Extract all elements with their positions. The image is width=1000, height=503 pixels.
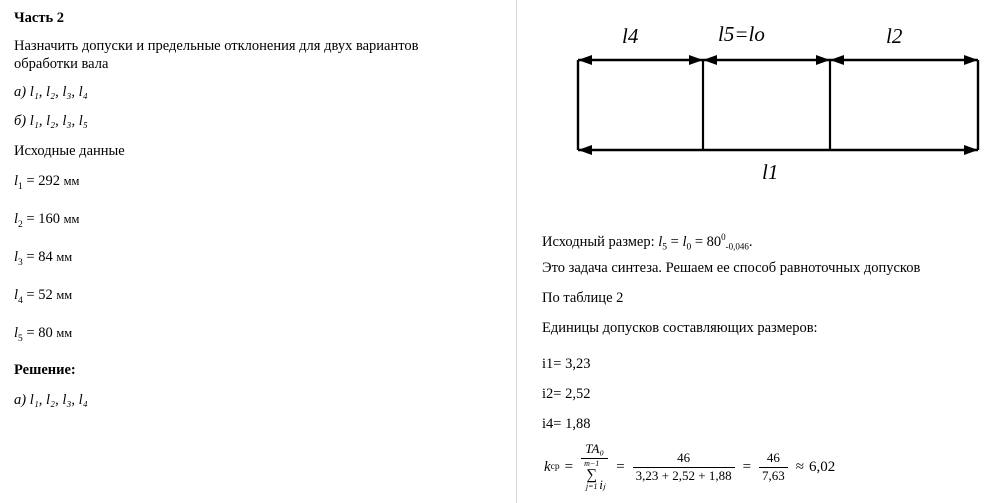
formula-frac1-denominator [581,459,608,493]
right-column [540,0,1000,503]
task-description: Назначить допуски и предельные отклонения для двух вариантов обработки вала [14,38,419,72]
units-heading: Единицы допусков составляющих размеров: [542,320,818,336]
initial-size-sub: 5 [662,242,668,253]
given-eq-4: = [26,286,35,303]
formula-fraction-1 [581,442,608,493]
given-symbol-3: l [14,248,19,265]
given-eq-5: = [26,324,35,341]
initial-size-sup: 0 [721,232,726,242]
given-index-5: 5 [18,333,23,344]
variant-a: а) l₁, l₂, l₃, l₄ [14,84,88,100]
given-unit-1: мм [63,174,80,188]
given-number-1: 292 [38,173,60,189]
variant-b: б) l₁, l₂, l₃, l₅ [14,113,88,129]
given-symbol-1: l [14,173,19,189]
given-value-4 [14,287,494,310]
column-divider [516,0,517,503]
formula-result: 6,02 [809,458,836,475]
given-index-3: 3 [18,257,23,268]
given-unit-4: мм [56,287,73,302]
table-reference: По таблице 2 [542,290,624,306]
given-value-3 [14,249,494,272]
formula-fraction-3 [759,451,788,484]
given-symbol-2: l [14,210,19,227]
given-value-1 [14,173,494,196]
unit-value-i2: i2= 2,52 [542,386,591,402]
formula-eq-3: = [742,458,752,475]
formula-lhs-sub: ср [550,462,560,473]
initial-size-symbol: l [658,233,663,250]
unit-value-i1: i1= 3,23 [542,356,591,372]
formula-frac3-denominator: 7,63 [762,467,785,483]
given-value-5 [14,325,494,348]
initial-size-line [542,228,753,257]
given-eq-2: = [26,210,35,227]
given-eq-3: = [26,248,35,265]
dimension-diagram [540,12,1000,212]
formula-eq-2: = [616,458,625,475]
initial-size-period: . [748,233,753,250]
dimension-label-l4: l4 [622,24,639,48]
formula-frac2-denominator: 3,23 + 2,52 + 1,88 [635,467,732,483]
given-number-2: 160 [38,210,60,227]
initial-size-value: 80 [706,233,722,250]
sum-lower-limit: j=1 [585,481,598,491]
given-symbol-5: l [14,324,19,341]
section-title: Часть 2 [14,10,64,26]
initial-size-deviation: -0,046 [725,241,749,252]
initial-size-sub2: 0 [686,242,692,253]
given-symbol-4: l [14,286,19,303]
given-unit-3: мм [56,249,73,264]
given-index-2: 2 [18,219,23,230]
formula-eq-1: = [564,458,574,475]
given-index-1: 1 [18,181,23,192]
synthesis-text: Это задача синтеза. Решаем ее способ равноточных допусков [542,260,921,276]
summation-symbol [584,460,599,491]
formula-frac1-term: iⱼ [599,476,606,492]
unit-value-i4: i4= 1,88 [542,416,591,432]
dimension-label-l5: l5=lo [718,22,765,46]
sigma-glyph: ∑ [586,466,598,483]
sum-upper-limit: m−1 [584,458,600,468]
formula-frac2-numerator: 46 [633,451,735,468]
solution-heading: Решение: [14,362,76,379]
given-unit-2: мм [63,211,80,226]
given-number-4: 52 [38,286,53,303]
initial-size-eq1: = [670,233,679,250]
left-column [14,10,494,418]
formula-frac1-numerator: TA₀ [581,442,608,459]
k-average-formula [544,442,835,493]
given-value-2 [14,211,494,234]
given-index-4: 4 [18,295,23,306]
given-eq-1: = [26,173,35,189]
formula-lhs-symbol: k [544,458,551,475]
dimension-label-l1: l1 [762,160,779,184]
solution-variant: а) l₁, l₂, l₃, l₄ [14,392,88,409]
given-number-3: 84 [38,248,53,265]
formula-frac3-numerator: 46 [759,451,788,468]
given-number-5: 80 [38,324,53,341]
formula-fraction-2 [633,451,735,484]
initial-size-eq2: = [694,233,704,250]
given-data-heading: Исходные данные [14,143,125,159]
initial-size-symbol2: l [682,233,687,250]
initial-size-label: Исходный размер: [542,233,655,250]
formula-approx-sign: ≈ [795,458,805,475]
given-unit-5: мм [56,325,73,340]
dimension-label-l2: l2 [886,24,903,48]
